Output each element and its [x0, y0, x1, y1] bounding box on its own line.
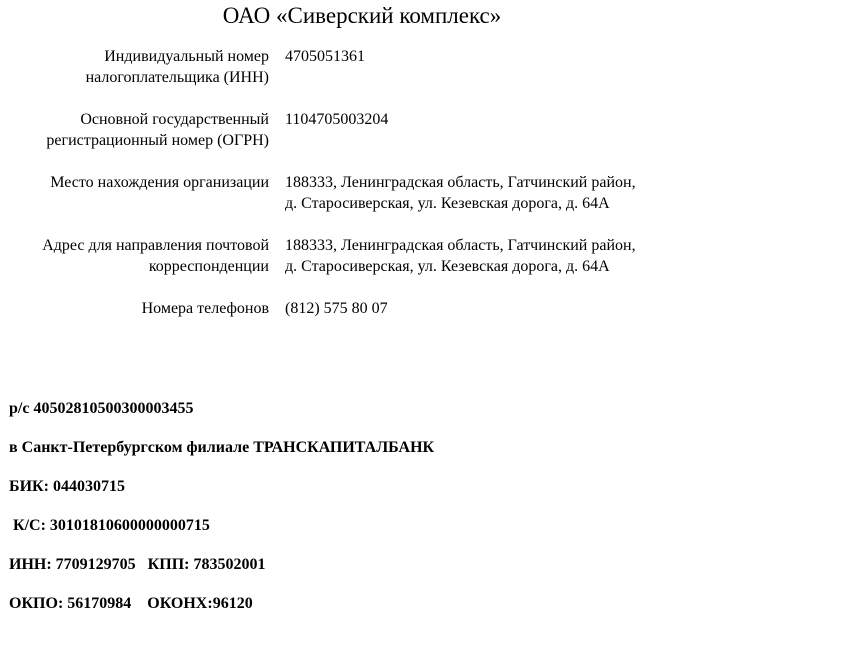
- info-value-phones: (812) 575 80 07: [285, 300, 388, 317]
- info-value-inn: 4705051361: [285, 48, 365, 65]
- bank-account-number: р/с 40502810500300003455: [9, 400, 194, 417]
- info-row-location: [8, 173, 648, 214]
- info-label-ogrn: Основной государственный регистрационный номер (ОГРН): [46, 111, 269, 149]
- info-value-location: 188333, Ленинградская область, Гатчинский район, д. Старосиверская, ул. Кезевская дорога, д. 64А: [285, 174, 636, 212]
- info-row-inn: [8, 47, 648, 88]
- okpo-okonh: ОКПО: 56170984 ОКОНХ:96120: [9, 595, 253, 612]
- info-row-ogrn: [8, 110, 648, 151]
- bank-branch-name: в Санкт-Петербургском филиале ТРАНСКАПИТАЛБАНК: [9, 439, 435, 456]
- info-label-postal-address: Адрес для направления почтовой корреспонденции: [42, 237, 269, 275]
- info-row-postal-address: [8, 236, 648, 277]
- info-value-postal-address: 188333, Ленинградская область, Гатчинский район, д. Старосиверская, ул. Кезевская дорога, д. 64А: [285, 237, 636, 275]
- bank-bik: БИК: 044030715: [9, 478, 125, 495]
- document-title: ОАО «Сиверский комплекс»: [222, 3, 502, 28]
- info-label-phones: Номера телефонов: [141, 300, 269, 317]
- company-info-table: [8, 47, 648, 320]
- correspondent-account: К/С: 30101810600000000715: [9, 517, 210, 534]
- info-label-inn: Индивидуальный номер налогоплательщика (ИНН): [85, 48, 269, 86]
- info-label-location: Место нахождения организации: [50, 174, 269, 191]
- bank-inn-kpp: ИНН: 7709129705 КПП: 783502001: [9, 556, 266, 573]
- info-value-ogrn: 1104705003204: [285, 111, 389, 128]
- info-row-phones: [8, 299, 648, 320]
